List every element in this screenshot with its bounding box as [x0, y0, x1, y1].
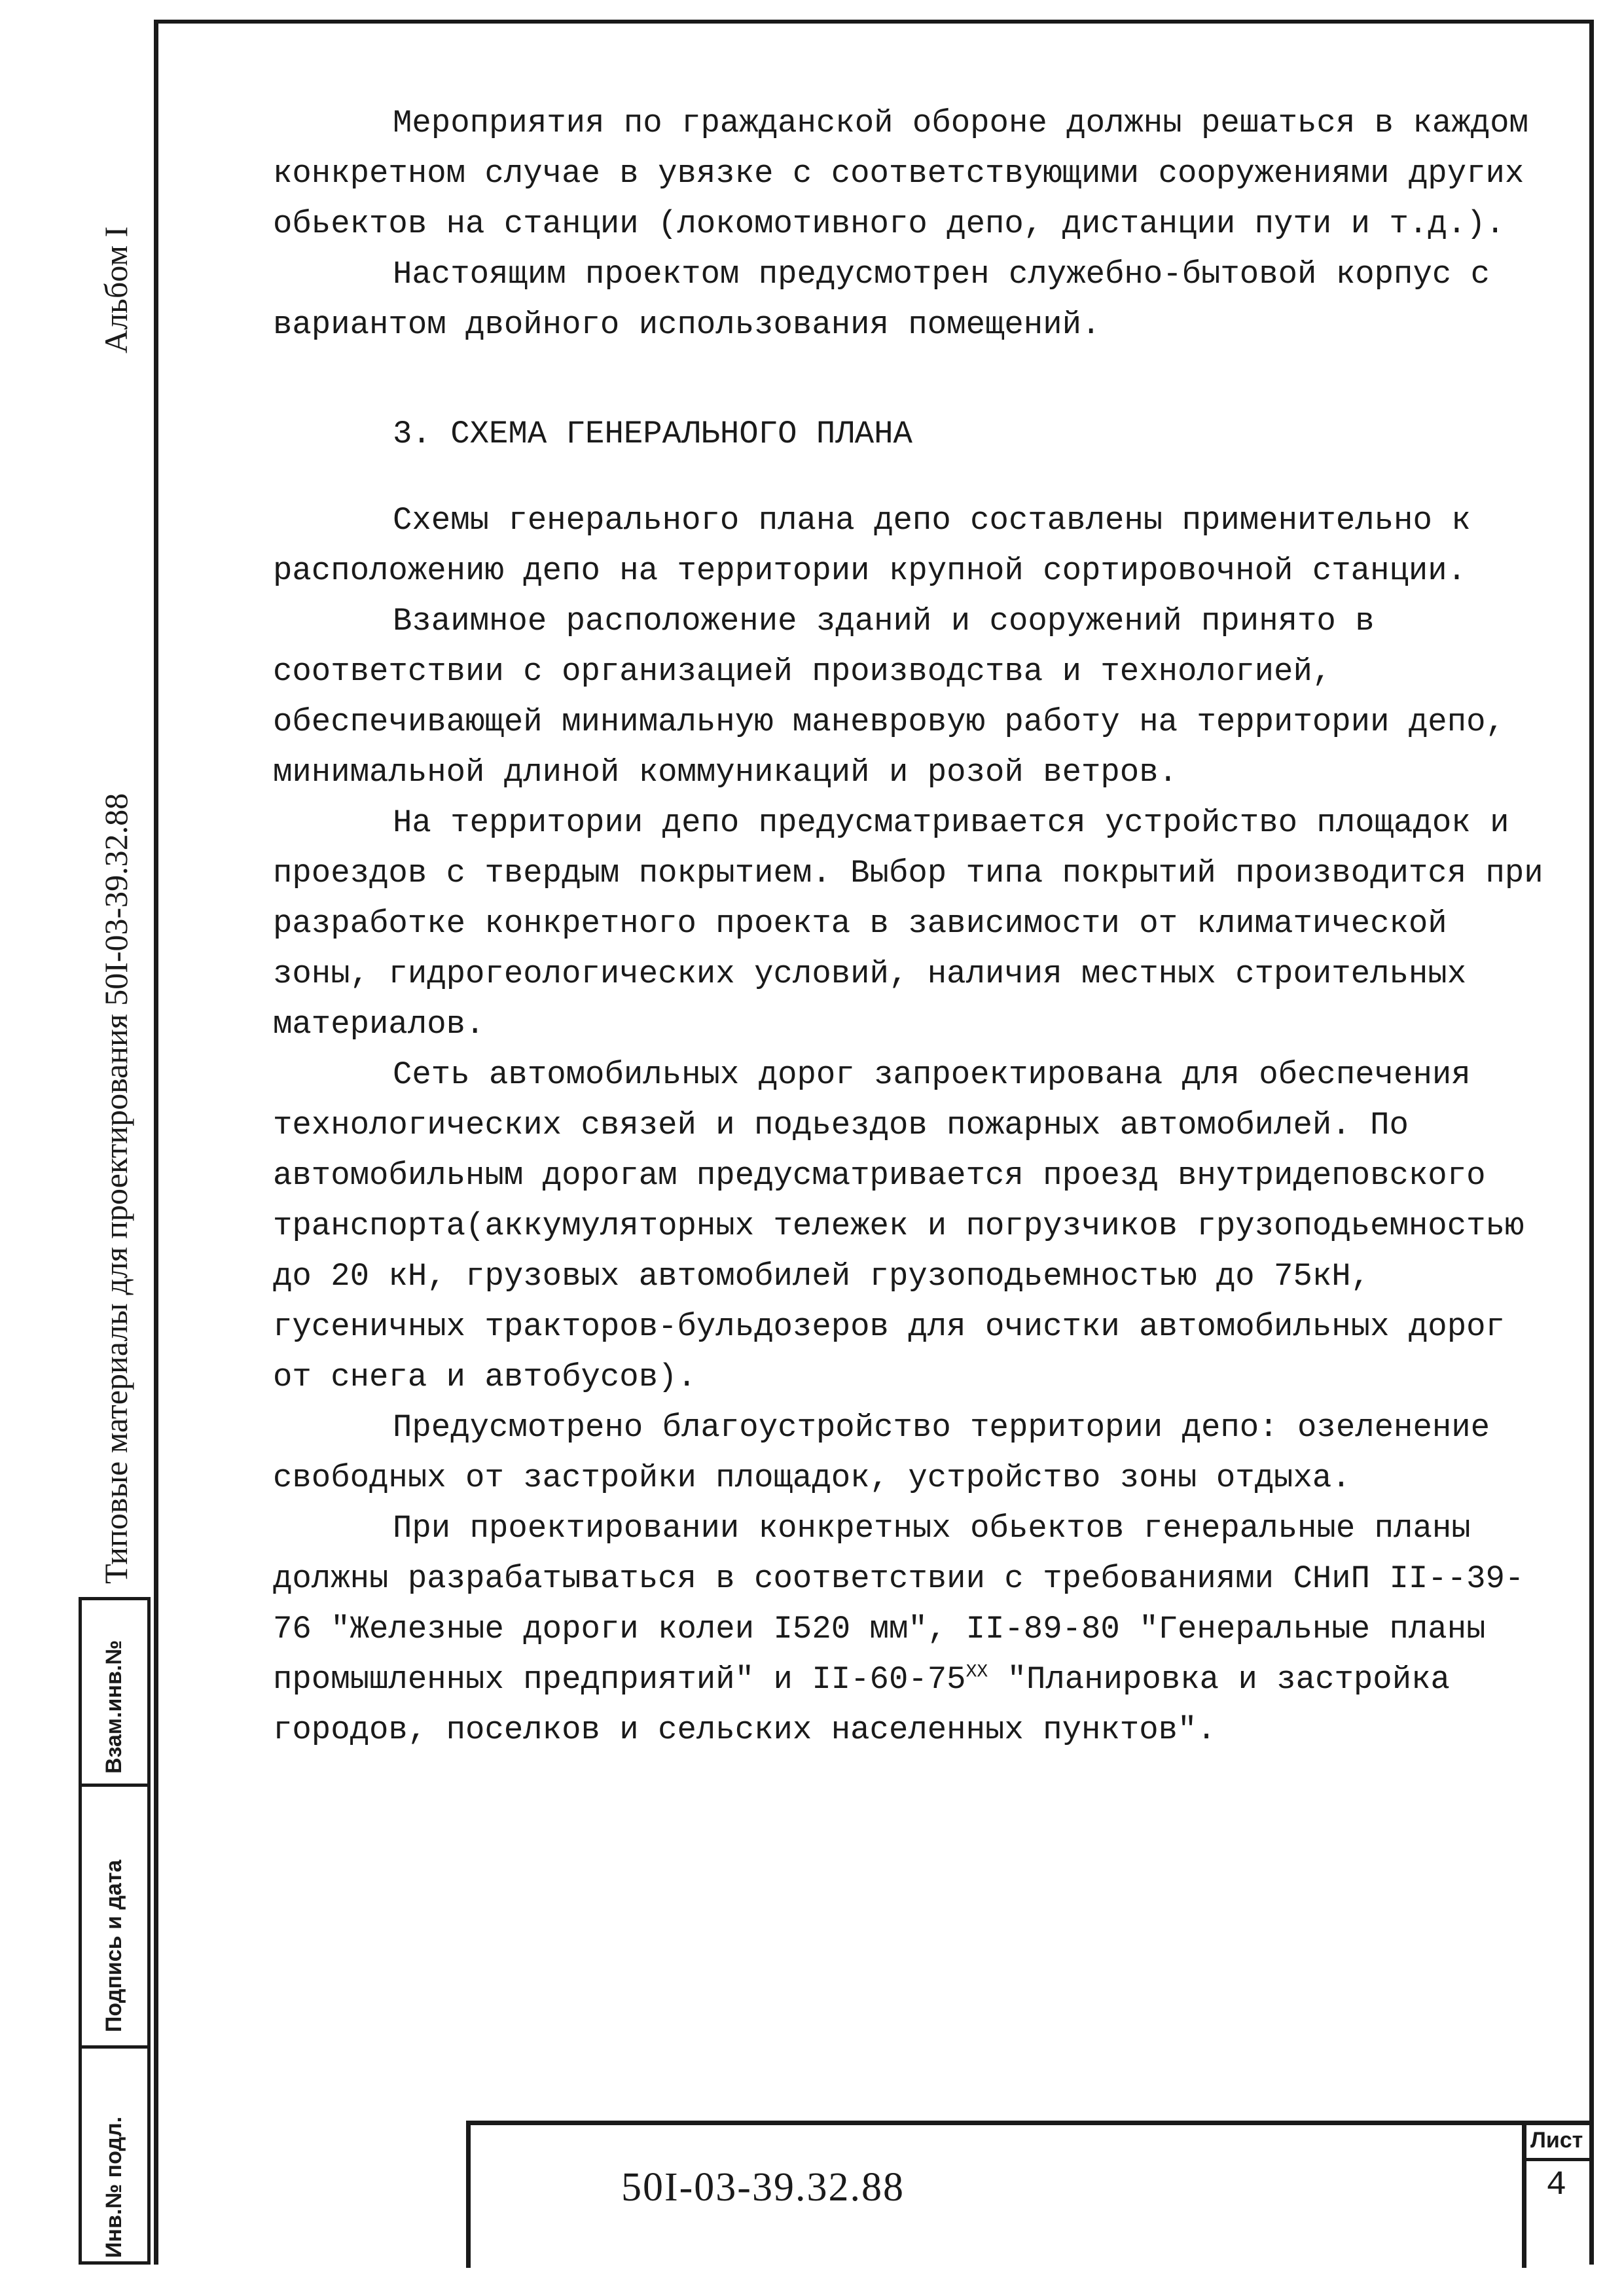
paragraph: Схемы генерального плана депо составлены применительно к расположению депо на территории крупной сортировочной станции. — [273, 502, 1471, 589]
stamp-label-signature: Подпись и дата — [101, 1859, 126, 2032]
stamp-label-inventory: Инв.№ подл. — [101, 2116, 126, 2258]
paragraph: Сеть автомобильных дорог запроектирована для обеспечения технологических связей и подьездов пожарных автомобилей. По автомобильным дорогам предусматривается проезд внутридеповского транспорта(аккумуляторных тележек и погрузчиков грузоподьемностью до 20 кН, грузовых автомобилей грузоподьемностью до 75кН, гусеничных тракторов-бульдозеров для очистки автомобильных дорог от снега и автобусов). — [273, 1056, 1525, 1395]
paragraph: Мероприятия по гражданской обороне должны решаться в каждом конкретном случае в увязке с соответствующими сооружениями других обьектов на станции (локомотивного депо, дистанции пути и т.д.). — [273, 105, 1528, 242]
album-label: Альбом I — [98, 226, 134, 353]
sheet-label: Лист — [1530, 2128, 1583, 2153]
paragraph: Настоящим проектом предусмотрен служебно-бытовой корпус с вариантом двойного использования помещений. — [273, 256, 1490, 343]
stamp-divider — [82, 2045, 147, 2049]
stamp-column — [79, 1597, 151, 2265]
sheet-number: 4 — [1546, 2166, 1567, 2204]
paragraph: Предусмотрено благоустройство территории депо: озеленение свободных от застройки площадок, устройство зоны отдыха. — [273, 1409, 1490, 1496]
sheet-box — [1522, 2125, 1594, 2268]
sheet-divider — [1526, 2158, 1594, 2161]
superscript: ХХ — [965, 1662, 988, 1683]
stamp-divider — [82, 1784, 147, 1787]
document-code: 50I-03-39.32.88 — [621, 2165, 905, 2210]
section-heading: 3. СХЕМА ГЕНЕРАЛЬНОГО ПЛАНА — [393, 416, 912, 452]
paragraph: На территории депо предусматривается устройство площадок и проездов с твердым покрытием. Выбор типа покрытий производится при разработке конкретного проекта в зависимости от климатической зоны, гидрогеологических условий, наличия местных строительных материалов. — [273, 804, 1543, 1043]
paragraph — [273, 1503, 1556, 1755]
document-body — [273, 98, 1556, 1755]
series-label: Типовые материалы для проектирования 50I-03-39.32.88 — [98, 793, 134, 1584]
paragraph-part: При проектировании конкретных обьектов генеральные планы должны разрабатываться в соответствии с требованиями СНиП II--39-76 "Железные дороги колеи I520 мм", II-89-80 "Генеральные планы промышленных предприятий" и II-60-75 — [273, 1510, 1525, 1698]
title-block — [466, 2121, 1594, 2268]
stamp-label-replacement: Взам.инв.№ — [101, 1640, 126, 1774]
paragraph: Взаимное расположение зданий и сооружений принято в соответствии с организацией производства и технологией, обеспечивающей минимальную маневровую работу на территории депо, минимальной длиной коммуникаций и розой ветров. — [273, 603, 1505, 791]
paragraph-part: "Планировка и застройка городов, поселков и сельских населенных пунктов". — [273, 1661, 1450, 1748]
